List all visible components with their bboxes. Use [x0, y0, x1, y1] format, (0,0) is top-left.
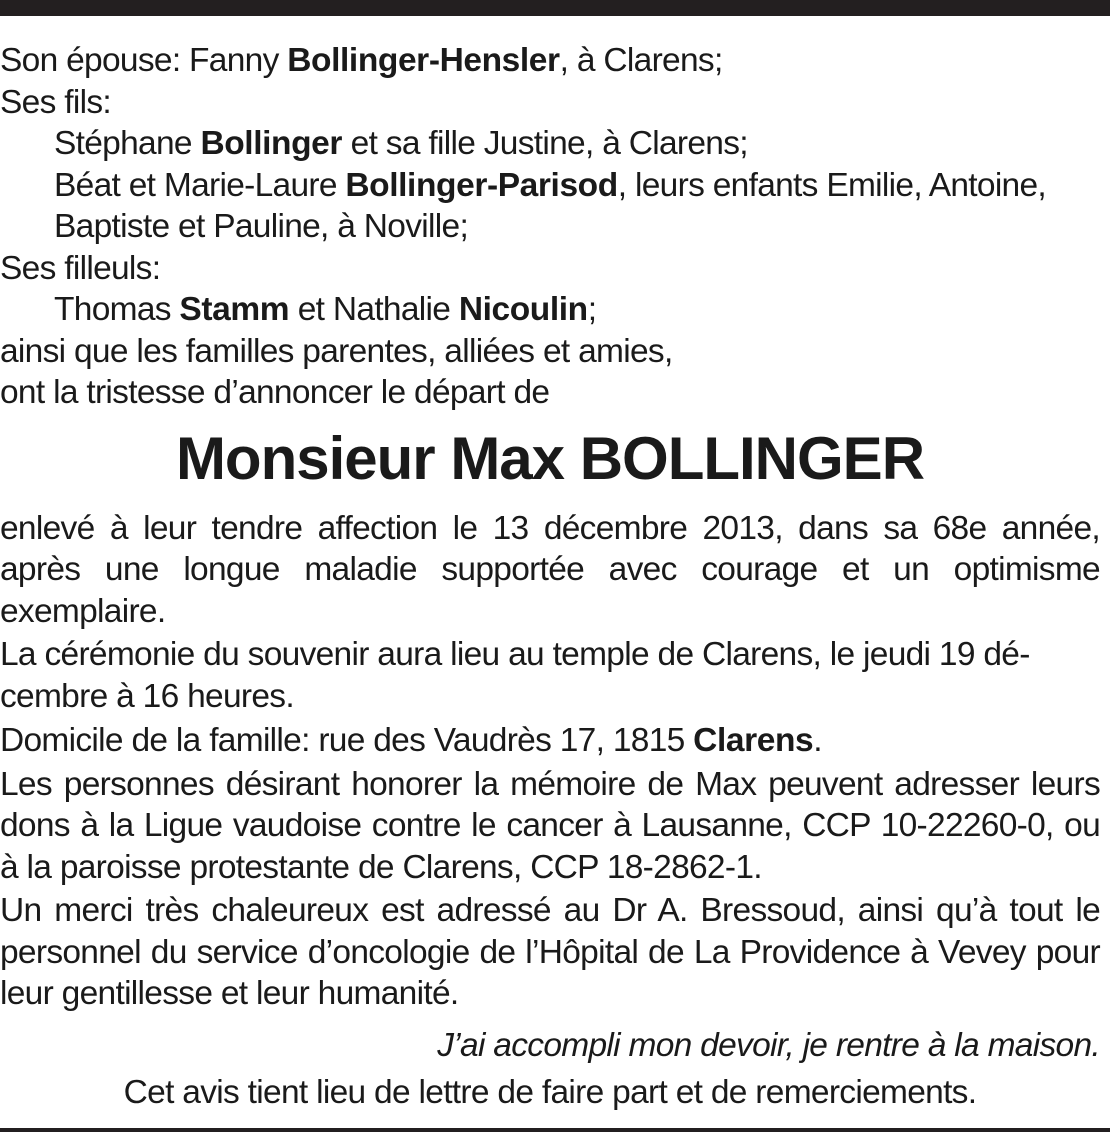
- deceased-name-heading: Monsieur Max BOLLINGER: [175, 424, 925, 492]
- son1-suffix: et sa fille Justine, à Clarens;: [342, 125, 748, 162]
- son2-line: [0, 165, 1100, 207]
- spouse-line: [0, 40, 1100, 82]
- death-paragraph: enlevé à leur tendre affection le 13 décembre 2013, dans sa 68e année, après une longue maladie supportée avec courage et un optimisme exemplaire.: [0, 509, 1100, 630]
- thanks-paragraph: Un merci très chaleureux est adressé au Dr A. Bressoud, ainsi qu’à tout le personnel du service d’oncologie de l’Hôpital de La Providence à Vevey pour leur gentillesse et leur humanité.: [0, 892, 1100, 1012]
- godchild-suffix: ;: [587, 291, 597, 328]
- son1-line: [0, 123, 1100, 165]
- closing-note: Cet avis tient lieu de lettre de faire part et de remerciements.: [123, 1074, 977, 1111]
- domicile-suffix: .: [813, 722, 822, 759]
- spouse-prefix: Son épouse: Fanny: [0, 42, 288, 79]
- godchild-between: et Nathalie: [289, 291, 459, 328]
- son1-name: Bollinger: [200, 125, 343, 162]
- bottom-border-rule: [0, 1128, 1110, 1132]
- godchildren-heading: Ses filleuls:: [0, 249, 161, 287]
- sons-heading: Ses fils:: [0, 83, 111, 121]
- son2-line2: Baptiste et Pauline, à Noville;: [54, 208, 469, 245]
- son2-suffix: , leurs enfants Emilie, Antoine,: [617, 166, 1047, 204]
- announce-line: ont la tristesse d’annoncer le départ de: [0, 374, 550, 411]
- domicile-city: Clarens: [693, 722, 814, 759]
- motto-quote: J’ai accompli mon devoir, je rentre à la maison.: [437, 1026, 1100, 1064]
- spouse-name: Bollinger-Hensler: [287, 42, 560, 79]
- ceremony-line-1: La cérémonie du souvenir aura lieu au temple de Clarens, le jeudi 19 dé-: [0, 636, 1030, 673]
- godchildren-line: [0, 289, 1100, 331]
- domicile-line: [0, 720, 1100, 762]
- ceremony-paragraph: [0, 634, 1100, 717]
- son2-first: Béat et Marie-Laure: [54, 166, 346, 204]
- relatives-line: ainsi que les familles parentes, alliées et amies,: [0, 332, 673, 370]
- obituary-notice: [0, 40, 1100, 1114]
- godchild1-first: Thomas: [54, 291, 180, 328]
- donations-paragraph: Les personnes désirant honorer la mémoire de Max peuvent adresser leurs dons à la Ligue vaudoise contre le cancer à Lausanne, CCP 10-22260-0, ou à la paroisse protestante de Clarens, CCP 18-2862-1.: [0, 765, 1100, 886]
- son1-first: Stéphane: [54, 125, 201, 162]
- domicile-prefix: Domicile de la famille: rue des Vaudrès 17, 1815: [0, 722, 694, 759]
- son2-name: Bollinger-Parisod: [345, 166, 618, 204]
- spouse-suffix: , à Clarens;: [559, 42, 723, 79]
- ceremony-line-2: cembre à 16 heures.: [0, 677, 294, 715]
- top-border-rule: [0, 0, 1110, 16]
- godchild1-name: Stamm: [179, 291, 290, 328]
- godchild2-name: Nicoulin: [458, 291, 588, 328]
